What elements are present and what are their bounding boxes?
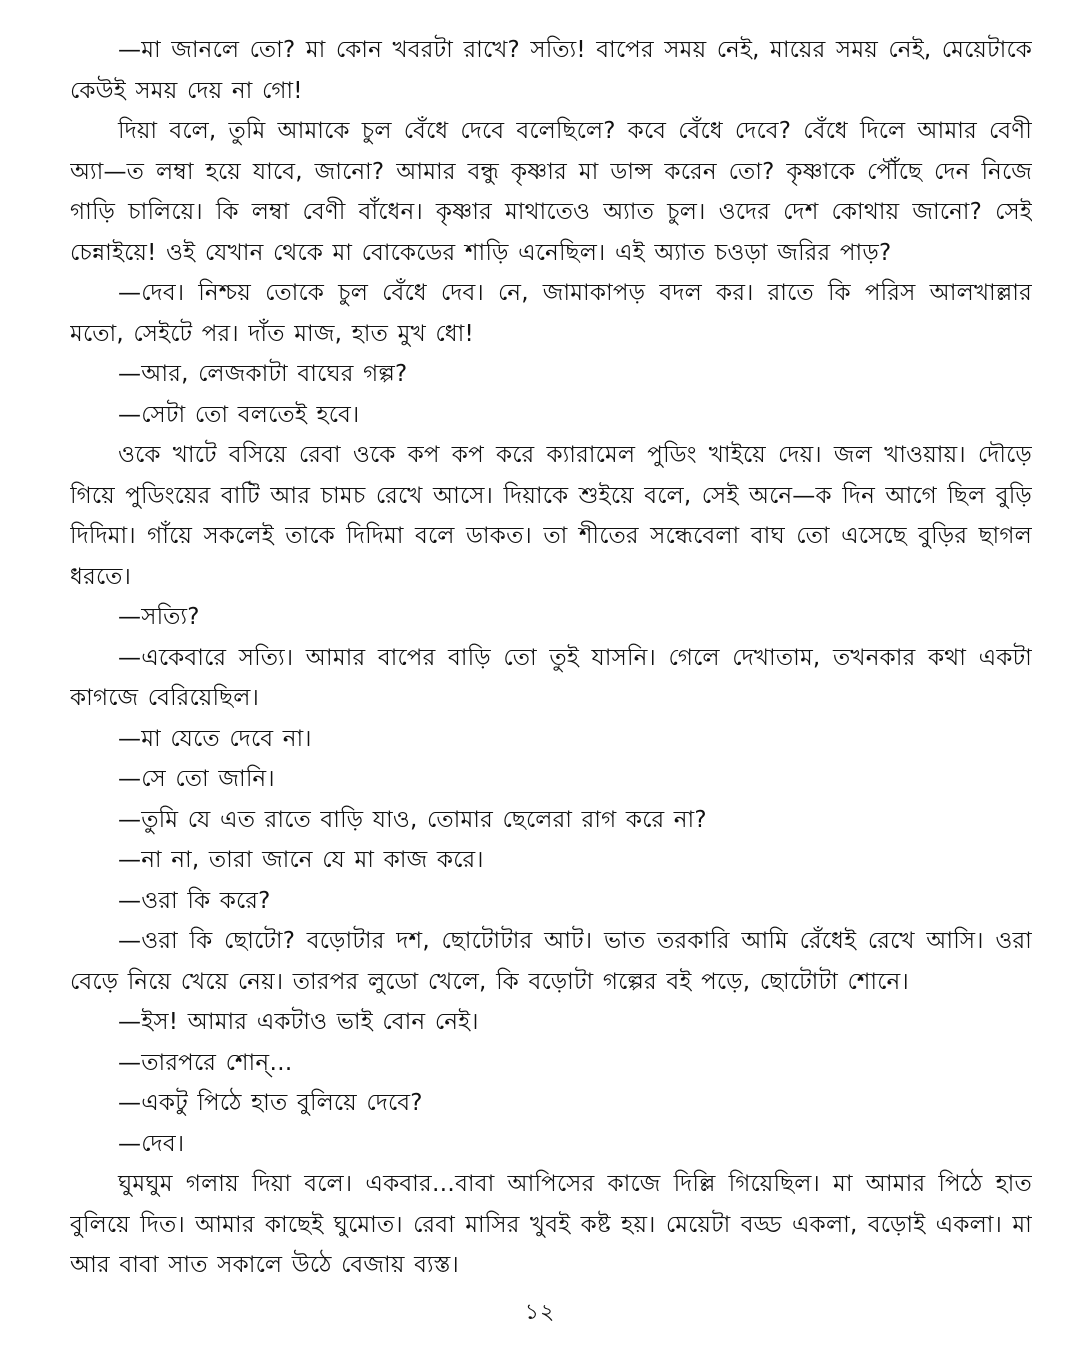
dialogue-line: —মা যেতে দেবে না। [118, 725, 312, 752]
dialogue-line: —সেটা তো বলতেই হবে। [118, 401, 360, 428]
paragraph: —একেবারে সত্যি। আমার বাপের বাড়ি তো তুই যাসনি। গেলে দেখাতাম, তখনকার কথা একটা কাগজে বেরিয়েছিল। [70, 644, 1032, 711]
dialogue-line: —ইস! আমার একটাও ভাই বোন নেই। [118, 1009, 479, 1035]
dialogue-line: —সে তো জানি। [118, 766, 275, 792]
dialogue-line: —দেব। [118, 1130, 185, 1157]
paragraph: ঘুমঘুম গলায় দিয়া বলে। একবার…বাবা আপিসের কাজে দিল্লি গিয়েছিল। মা আমার পিঠে হাত বুলিয়ে দিত। আমার কাছেই ঘুমোত। রেবা মাসির খুবই কষ্ট হয়। মেয়েটা বড্ড একলা, বড়োই একলা। মা আর বাবা সাত সকালে উঠে বেজায় ব্যস্ত। [70, 1171, 1032, 1278]
paragraph: ওকে খাটে বসিয়ে রেবা ওকে কপ কপ করে ক্যারামেল পুডিং খাইয়ে দেয়। জল খাওয়ায়। দৌড়ে গিয়ে পুডিংয়ের বাটি আর চামচ রেখে আসে। দিয়াকে শুইয়ে বলে, সেই অনে—ক দিন আগে ছিল বুড়ি দিদিমা। গাঁয়ে সকলেই তাকে দিদিমা বলে ডাকত। তা শীতের সন্ধেবেলা বাঘ তো এসেছে বুড়ির ছাগল ধরতে। [70, 442, 1032, 590]
page-number: ১২ [524, 1300, 556, 1325]
dialogue-line: —একটু পিঠে হাত বুলিয়ে দেবে? [118, 1090, 423, 1116]
paragraph: —দেব। নিশ্চয় তোকে চুল বেঁধে দেব। নে, জামাকাপড় বদল কর। রাতে কি পরিস আলখাল্লার মতো, সেইটে পর। দাঁত মাজ, হাত মুখ ধো! [70, 280, 1032, 347]
dialogue-line: —ওরা কি করে? [118, 887, 271, 914]
dialogue-line: —না না, তারা জানে যে মা কাজ করে। [118, 847, 484, 873]
dialogue-line: —তারপরে শোন্… [118, 1049, 293, 1076]
paragraph: দিয়া বলে, তুমি আমাকে চুল বেঁধে দেবে বলেছিলে? কবে বেঁধে দেবে? বেঁধে দিলে আমার বেণী অ্যা—ত লম্বা হয়ে যাবে, জানো? আমার বন্ধু কৃষ্ণার মা ডান্স করেন তো? কৃষ্ণাকে পৌঁছে দেন নিজে গাড়ি চালিয়ে। কি লম্বা বেণী বাঁধেন। কৃষ্ণার মাথাতেও অ্যাত চুল। ওদের দেশ কোথায় জানো? সেই চেন্নাইয়ে! ওই যেখান থেকে মা বোকেডের শাড়ি এনেছিল। এই অ্যাত চওড়া জরির পাড়? [70, 118, 1032, 266]
dialogue-line: —তুমি যে এত রাতে বাড়ি যাও, তোমার ছেলেরা রাগ করে না? [118, 806, 707, 833]
page-body [70, 30, 1032, 1300]
paragraph: —ওরা কি ছোটো? বড়োটার দশ, ছোটোটার আট। ভাত তরকারি আমি রেঁধেই রেখে আসি। ওরা বেড়ে নিয়ে খেয়ে নেয়। তারপর লুডো খেলে, কি বড়োটা গল্পের বই পড়ে, ছোটোটা শোনে। [70, 928, 1032, 995]
dialogue-line: —আর, লেজকাটা বাঘের গল্প? [118, 361, 408, 387]
dialogue-line: —সত্যি? [118, 604, 200, 630]
paragraph: —মা জানলে তো? মা কোন খবরটা রাখে? সত্যি! বাপের সময় নেই, মায়ের সময় নেই, মেয়েটাকে কেউই সময় দেয় না গো! [70, 37, 1032, 104]
